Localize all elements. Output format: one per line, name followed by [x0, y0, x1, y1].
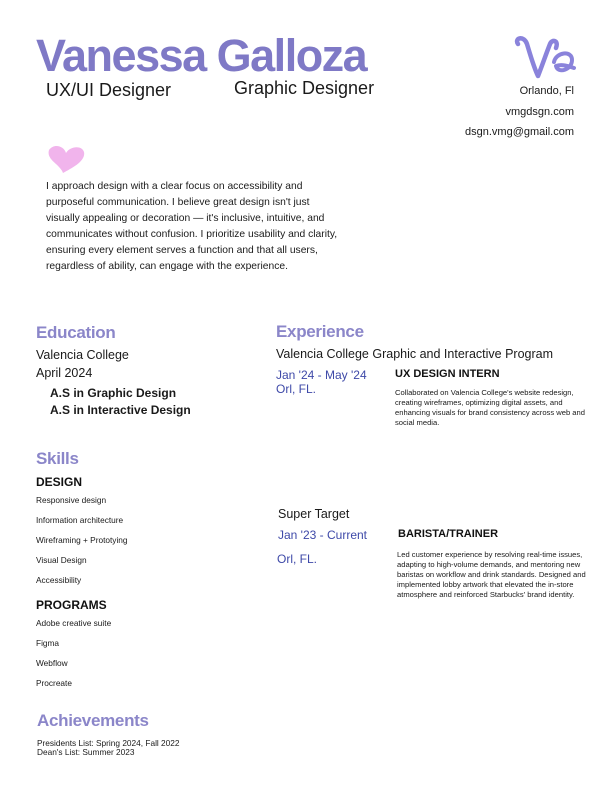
skills-design-heading: DESIGN [36, 475, 83, 489]
education-title: Education [36, 323, 116, 342]
achievement-item: Dean's List: Summer 2023 [37, 747, 135, 757]
skill-item: Responsive design [36, 495, 107, 505]
education-school: Valencia College [36, 348, 129, 362]
role-primary: UX/UI Designer [46, 80, 172, 100]
job-description: Led customer experience by resolving real-time issues, adapting to high-volume demands, and mentoring new baristas on workflow and drink standards. Designed and implemented lobby artwork that elevated the in-store atmosphere and reinforced Starbucks' brand identity. [397, 550, 586, 599]
job-location: Orl, FL. [276, 382, 317, 396]
job-dates: Jan '24 - May '24 [276, 368, 367, 382]
job-organization: Valencia College Graphic and Interactive Program [276, 347, 553, 361]
job-organization: Super Target [278, 507, 350, 521]
job-title: UX DESIGN INTERN [395, 368, 500, 380]
program-item: Adobe creative suite [36, 618, 112, 628]
skills-programs-heading: PROGRAMS [36, 598, 107, 612]
degree-item: A.S in Interactive Design [50, 403, 191, 417]
achievement-item: Presidents List: Spring 2024, Fall 2022 [37, 738, 180, 748]
skills-title: Skills [36, 449, 79, 468]
education-date: April 2024 [36, 366, 93, 380]
contact-website[interactable]: vmgdsgn.com [505, 106, 574, 118]
job-description: Collaborated on Valencia College's website redesign, creating wireframes, optimizing digital assets, and enhancing visuals for brand consistency across web and social media. [395, 388, 585, 427]
summary-text: I approach design with a clear focus on accessibility and purposeful communication. I believe great design isn't just visually appealing or decoration — it's inclusive, intuitive, and communicates without confusion. I prioritize usability and clarity, ensuring every element serves a function and that all users, regardless of ability, can engage with the experience. [46, 181, 338, 272]
vg-monogram-logo-icon [512, 36, 578, 82]
job-location: Orl, FL. [277, 552, 318, 566]
skill-item: Wireframing + Prototying [36, 535, 128, 545]
contact-city: Orlando, Fl [519, 85, 574, 97]
experience-title: Experience [276, 322, 364, 341]
degree-item: A.S in Graphic Design [50, 386, 177, 400]
achievements-title: Achievements [37, 711, 149, 730]
program-item: Webflow [36, 658, 68, 668]
heart-icon [46, 144, 86, 174]
job-dates: Jan '23 - Current [278, 528, 367, 542]
program-item: Procreate [36, 678, 72, 688]
skill-item: Information architecture [36, 515, 124, 525]
contact-email[interactable]: dsgn.vmg@gmail.com [465, 126, 574, 138]
role-secondary: Graphic Designer [234, 78, 375, 98]
skill-item: Visual Design [36, 555, 87, 565]
resume-name: Vanessa Galloza [36, 30, 367, 81]
program-item: Figma [36, 638, 60, 648]
job-title: BARISTA/TRAINER [398, 528, 499, 540]
skill-item: Accessibility [36, 575, 82, 585]
